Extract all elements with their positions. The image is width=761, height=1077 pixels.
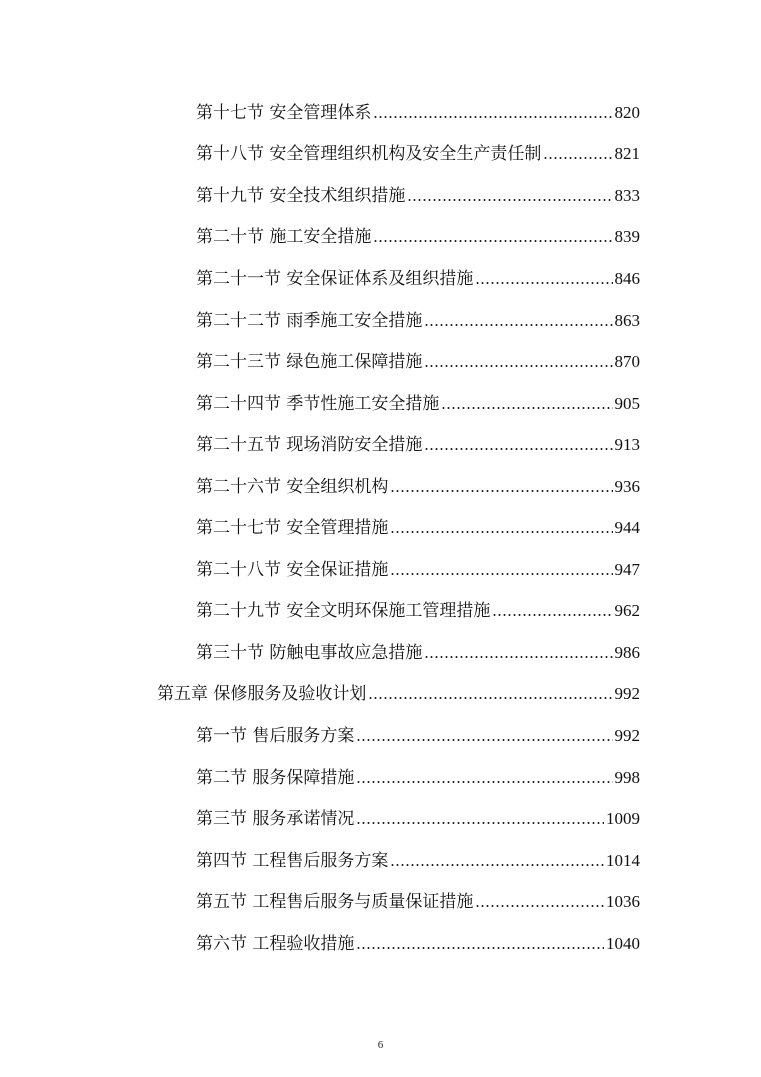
toc-entry-title: 第三节 服务承诺情况 [196,809,355,830]
toc-section-entry[interactable] [0,92,640,134]
toc-section-entry[interactable] [0,134,640,176]
toc-entry-page-number: 913 [614,435,640,455]
toc-entry-page-number: 986 [614,642,640,662]
toc-dot-leader [390,490,612,492]
toc-dot-leader [441,407,612,409]
toc-entry-page-number: 962 [614,601,640,621]
toc-entry-page-number: 833 [614,185,640,205]
toc-dot-leader [424,324,612,326]
toc-entry-page-number: 839 [614,227,640,247]
toc-entry-title: 第二十六节 安全组织机构 [196,476,389,497]
toc-section-entry[interactable] [0,591,640,633]
toc-section-entry[interactable] [0,383,640,425]
toc-entry-page-number: 870 [614,352,640,372]
toc-entry-page-number: 820 [614,102,640,122]
toc-dot-leader [373,240,612,242]
toc-entry-page-number: 947 [614,559,640,579]
toc-entry-title: 第二十五节 现场消防安全措施 [196,435,423,456]
toc-entry-title: 第四节 工程售后服务方案 [196,850,389,871]
toc-dot-leader [356,947,604,949]
toc-section-entry[interactable] [0,175,640,217]
table-of-contents [0,92,761,964]
toc-section-entry[interactable] [0,632,640,674]
toc-dot-leader [390,531,612,533]
toc-entry-page-number: 944 [614,518,640,538]
toc-entry-title: 第二十四节 季节性施工安全措施 [196,393,440,414]
toc-entry-title: 第二十八节 安全保证措施 [196,559,389,580]
toc-section-entry[interactable] [0,217,640,259]
toc-dot-leader [407,199,612,201]
toc-chapter-entry[interactable] [0,674,640,716]
toc-section-entry[interactable] [0,715,640,757]
toc-dot-leader [543,157,612,159]
toc-entry-title: 第六节 工程验收措施 [196,933,355,954]
toc-entry-title: 第二十一节 安全保证体系及组织措施 [196,268,474,289]
toc-section-entry[interactable] [0,341,640,383]
toc-entry-title: 第十七节 安全管理体系 [196,102,372,123]
toc-dot-leader [373,116,612,118]
toc-entry-page-number: 992 [614,725,640,745]
toc-entry-title: 第十九节 安全技术组织措施 [196,185,406,206]
toc-entry-title: 第二十九节 安全文明环保施工管理措施 [196,601,491,622]
toc-entry-page-number: 1040 [606,933,640,953]
toc-entry-title: 第一节 售后服务方案 [196,725,355,746]
toc-section-entry[interactable] [0,923,640,965]
toc-section-entry[interactable] [0,507,640,549]
toc-entry-title: 第二节 服务保障措施 [196,767,355,788]
toc-entry-page-number: 821 [614,144,640,164]
toc-entry-title: 第十八节 安全管理组织机构及安全生产责任制 [196,144,542,165]
toc-dot-leader [356,781,612,783]
toc-dot-leader [424,656,612,658]
toc-section-entry[interactable] [0,798,640,840]
toc-entry-page-number: 905 [614,393,640,413]
toc-dot-leader [356,822,604,824]
toc-entry-title: 第五节 工程售后服务与质量保证措施 [196,892,474,913]
toc-entry-page-number: 1036 [606,892,640,912]
toc-entry-title: 第二十节 施工安全措施 [196,227,372,248]
toc-section-entry[interactable] [0,300,640,342]
toc-entry-page-number: 846 [614,268,640,288]
toc-entry-page-number: 1009 [606,809,640,829]
toc-entry-page-number: 1014 [606,850,640,870]
toc-entry-title: 第二十七节 安全管理措施 [196,518,389,539]
toc-section-entry[interactable] [0,549,640,591]
toc-entry-title: 第二十三节 绿色施工保障措施 [196,352,423,373]
toc-entry-page-number: 998 [614,767,640,787]
toc-entry-title: 第三十节 防触电事故应急措施 [196,642,423,663]
toc-dot-leader [424,365,612,367]
toc-entry-page-number: 863 [614,310,640,330]
toc-section-entry[interactable] [0,424,640,466]
toc-section-entry[interactable] [0,466,640,508]
toc-section-entry[interactable] [0,881,640,923]
toc-entry-page-number: 936 [614,476,640,496]
toc-entry-page-number: 992 [614,684,640,704]
toc-dot-leader [492,614,612,616]
toc-dot-leader [475,282,612,284]
toc-entry-title: 第二十二节 雨季施工安全措施 [196,310,423,331]
toc-dot-leader [368,697,612,699]
toc-dot-leader [475,905,604,907]
toc-section-entry[interactable] [0,757,640,799]
toc-dot-leader [390,864,604,866]
toc-section-entry[interactable] [0,840,640,882]
page-number: 6 [377,1039,384,1051]
toc-entry-title: 第五章 保修服务及验收计划 [157,684,367,705]
toc-dot-leader [424,448,612,450]
toc-section-entry[interactable] [0,258,640,300]
toc-dot-leader [356,739,612,741]
toc-dot-leader [390,573,612,575]
